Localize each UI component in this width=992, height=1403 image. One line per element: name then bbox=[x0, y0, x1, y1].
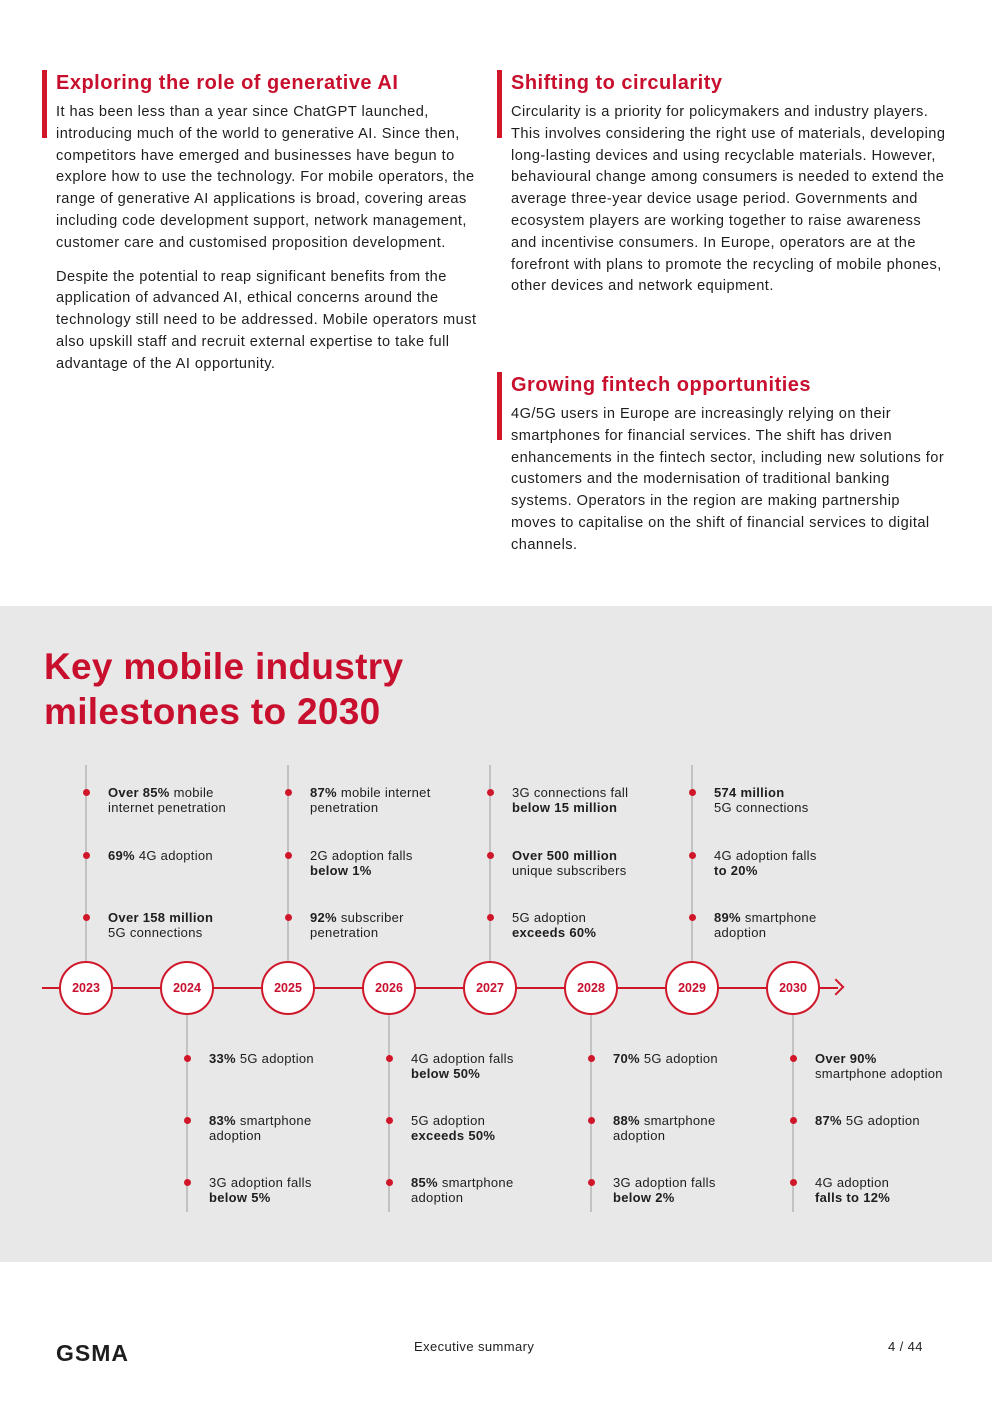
year-marker-2026 bbox=[362, 961, 416, 1015]
milestone-dot bbox=[689, 852, 696, 859]
milestone-dot bbox=[588, 1055, 595, 1062]
section-circularity bbox=[497, 70, 947, 310]
milestone-highlight: to 20% bbox=[714, 863, 758, 878]
milestone-dot bbox=[184, 1055, 191, 1062]
paragraph: 4G/5G users in Europe are increasingly relying on their smartphones for financial services. The shift has driven enhancements in the fintech sector, including new solutions for customers and the modernisation of traditional banking systems. Operators in the region are making partnership moves to capitalise on the shift of financial services to digital channels. bbox=[511, 406, 945, 553]
milestone-highlight: 88% bbox=[613, 1113, 640, 1128]
timeline-title-line2: milestones to 2030 bbox=[44, 691, 381, 732]
year-marker-2023 bbox=[59, 961, 113, 1015]
milestone-label: 4G adoption falls bbox=[714, 848, 817, 863]
milestone-text bbox=[209, 1051, 359, 1066]
milestone-dot bbox=[790, 1055, 797, 1062]
milestone-label: 5G adoption bbox=[639, 1051, 718, 1066]
milestone-dot bbox=[689, 789, 696, 796]
year-label: 2027 bbox=[476, 981, 504, 995]
milestone-dot bbox=[83, 789, 90, 796]
milestone-label: 2G adoption falls bbox=[310, 848, 413, 863]
milestone-text bbox=[815, 1051, 965, 1081]
milestone-label: 4G adoption bbox=[134, 848, 213, 863]
milestone-highlight: 85% bbox=[411, 1175, 438, 1190]
milestone-highlight: 70% bbox=[613, 1051, 640, 1066]
milestone-text bbox=[815, 1175, 965, 1205]
milestone-highlight: 83% bbox=[209, 1113, 236, 1128]
milestone-highlight: 89% bbox=[714, 910, 741, 925]
milestone-highlight: Over 158 million bbox=[108, 910, 214, 925]
milestone-text bbox=[512, 848, 662, 878]
paragraph: It has been less than a year since ChatGPT launched, introducing much of the world to generative AI. Since then, competitors have emerged and businesses have begun to explore how to use the technology. For mobile operators, the range of generative AI applications is broad, covering areas including code development support, network management, customer care and customised proposition development. bbox=[56, 104, 475, 251]
milestone-highlight: 69% bbox=[108, 848, 135, 863]
milestone-highlight: below 15 million bbox=[512, 800, 618, 815]
milestone-highlight: exceeds 50% bbox=[411, 1128, 496, 1143]
milestone-dot bbox=[689, 914, 696, 921]
section-accent-bar bbox=[42, 70, 47, 138]
year-label: 2029 bbox=[678, 981, 706, 995]
milestone-label: 5G adoption bbox=[841, 1113, 920, 1128]
milestone-text bbox=[108, 848, 258, 863]
milestone-highlight: below 5% bbox=[209, 1190, 271, 1205]
paragraph: Circularity is a priority for policymakers and industry players. This involves considering the right use of materials, developing long-lasting devices and using recyclable materials. However, behavioural change among consumers is needed to extend the average three-year device usage period. Governments and ecosystem players are working together to raise awareness and incentivise consumers. In Europe, operators are at the forefront with plans to promote the recycling of mobile phones, other devices and network equipment. bbox=[511, 104, 946, 295]
footer-section-label: Executive summary bbox=[414, 1339, 535, 1354]
milestone-highlight: below 50% bbox=[411, 1066, 481, 1081]
timeline-connector bbox=[85, 765, 87, 988]
milestone-highlight: 33% bbox=[209, 1051, 236, 1066]
year-marker-2027 bbox=[463, 961, 517, 1015]
milestone-highlight: Over 90% bbox=[815, 1051, 877, 1066]
milestone-highlight: 87% bbox=[310, 785, 337, 800]
year-label: 2028 bbox=[577, 981, 605, 995]
milestone-text bbox=[411, 1113, 561, 1143]
milestone-highlight: 574 million bbox=[714, 785, 785, 800]
year-label: 2030 bbox=[779, 981, 807, 995]
section-accent-bar bbox=[497, 70, 502, 138]
year-label: 2024 bbox=[173, 981, 201, 995]
timeline-connector bbox=[489, 765, 491, 988]
milestone-text bbox=[310, 785, 460, 815]
section-accent-bar bbox=[497, 372, 502, 440]
milestone-dot bbox=[790, 1179, 797, 1186]
milestone-dot bbox=[487, 914, 494, 921]
milestone-dot bbox=[790, 1117, 797, 1124]
milestone-text bbox=[714, 848, 864, 878]
year-marker-2025 bbox=[261, 961, 315, 1015]
milestone-text bbox=[613, 1113, 763, 1143]
milestone-text bbox=[209, 1175, 359, 1205]
milestone-highlight: below 1% bbox=[310, 863, 372, 878]
gsma-logo: GSMA bbox=[56, 1340, 129, 1366]
milestone-dot bbox=[386, 1117, 393, 1124]
milestone-dot bbox=[588, 1117, 595, 1124]
milestone-text bbox=[411, 1051, 561, 1081]
milestone-text bbox=[108, 785, 258, 815]
section-title: Growing fintech opportunities bbox=[511, 374, 812, 396]
milestone-text bbox=[411, 1175, 561, 1205]
section-title: Shifting to circularity bbox=[511, 72, 723, 94]
milestone-label: subscriber penetration bbox=[310, 910, 404, 940]
milestone-text bbox=[815, 1113, 965, 1128]
milestone-label: 3G adoption falls bbox=[209, 1175, 312, 1190]
milestone-label: 4G adoption falls bbox=[411, 1051, 514, 1066]
milestone-text bbox=[209, 1113, 359, 1143]
milestone-label: smartphone adoption bbox=[613, 1113, 716, 1143]
page-number: 4 / 44 bbox=[888, 1339, 923, 1354]
milestone-text bbox=[512, 910, 662, 940]
milestone-dot bbox=[285, 914, 292, 921]
section-fintech bbox=[497, 372, 947, 569]
milestone-dot bbox=[588, 1179, 595, 1186]
milestone-highlight: falls to 12% bbox=[815, 1190, 891, 1205]
milestone-text bbox=[714, 785, 864, 815]
milestone-text bbox=[310, 910, 460, 940]
milestone-label: unique subscribers bbox=[512, 863, 627, 878]
milestone-text bbox=[714, 910, 864, 940]
milestone-label: 4G adoption bbox=[815, 1175, 890, 1190]
milestone-highlight: 92% bbox=[310, 910, 337, 925]
milestone-highlight: below 2% bbox=[613, 1190, 675, 1205]
milestone-dot bbox=[285, 789, 292, 796]
year-marker-2028 bbox=[564, 961, 618, 1015]
year-marker-2030 bbox=[766, 961, 820, 1015]
milestone-dot bbox=[487, 852, 494, 859]
milestone-label: 5G connections bbox=[108, 925, 203, 940]
milestone-highlight: exceeds 60% bbox=[512, 925, 597, 940]
milestone-dot bbox=[386, 1055, 393, 1062]
milestone-dot bbox=[83, 914, 90, 921]
milestone-label: smartphone adoption bbox=[714, 910, 817, 940]
paragraph: Despite the potential to reap significant benefits from the application of advanced AI, ethical concerns around the technology still need to be addressed. Mobile operators must also upskill staff and recruit external expertise to take full advantage of the AI opportunity. bbox=[56, 268, 477, 372]
milestone-highlight: 87% bbox=[815, 1113, 842, 1128]
year-label: 2026 bbox=[375, 981, 403, 995]
milestone-dot bbox=[184, 1117, 191, 1124]
milestone-label: 5G adoption bbox=[411, 1113, 486, 1128]
section-title: Exploring the role of generative AI bbox=[56, 72, 399, 94]
milestone-text bbox=[613, 1051, 763, 1066]
milestone-text bbox=[108, 910, 258, 940]
milestone-label: 3G connections fall bbox=[512, 785, 629, 800]
milestone-dot bbox=[285, 852, 292, 859]
milestone-dot bbox=[184, 1179, 191, 1186]
year-label: 2023 bbox=[72, 981, 100, 995]
milestone-label: mobile internet penetration bbox=[108, 785, 227, 815]
milestone-label: smartphone adoption bbox=[209, 1113, 312, 1143]
milestone-text bbox=[512, 785, 662, 815]
milestone-label: smartphone adoption bbox=[815, 1066, 943, 1081]
milestone-dot bbox=[83, 852, 90, 859]
milestone-highlight: Over 500 million bbox=[512, 848, 618, 863]
milestone-label: smartphone adoption bbox=[411, 1175, 514, 1205]
year-marker-2029 bbox=[665, 961, 719, 1015]
timeline-connector bbox=[691, 765, 693, 988]
milestone-label: 3G adoption falls bbox=[613, 1175, 716, 1190]
milestone-text bbox=[310, 848, 460, 878]
milestone-dot bbox=[386, 1179, 393, 1186]
milestone-label: 5G adoption bbox=[235, 1051, 314, 1066]
timeline-title-line1: Key mobile industry bbox=[44, 646, 404, 687]
section-generative-ai bbox=[42, 70, 492, 388]
milestone-label: 5G adoption bbox=[512, 910, 587, 925]
year-marker-2024 bbox=[160, 961, 214, 1015]
milestone-text bbox=[613, 1175, 763, 1205]
milestone-label: 5G connections bbox=[714, 800, 809, 815]
milestone-label: mobile internet penetration bbox=[310, 785, 431, 815]
timeline-connector bbox=[287, 765, 289, 988]
milestone-highlight: Over 85% bbox=[108, 785, 170, 800]
timeline-title bbox=[44, 644, 403, 734]
milestone-dot bbox=[487, 789, 494, 796]
year-label: 2025 bbox=[274, 981, 302, 995]
